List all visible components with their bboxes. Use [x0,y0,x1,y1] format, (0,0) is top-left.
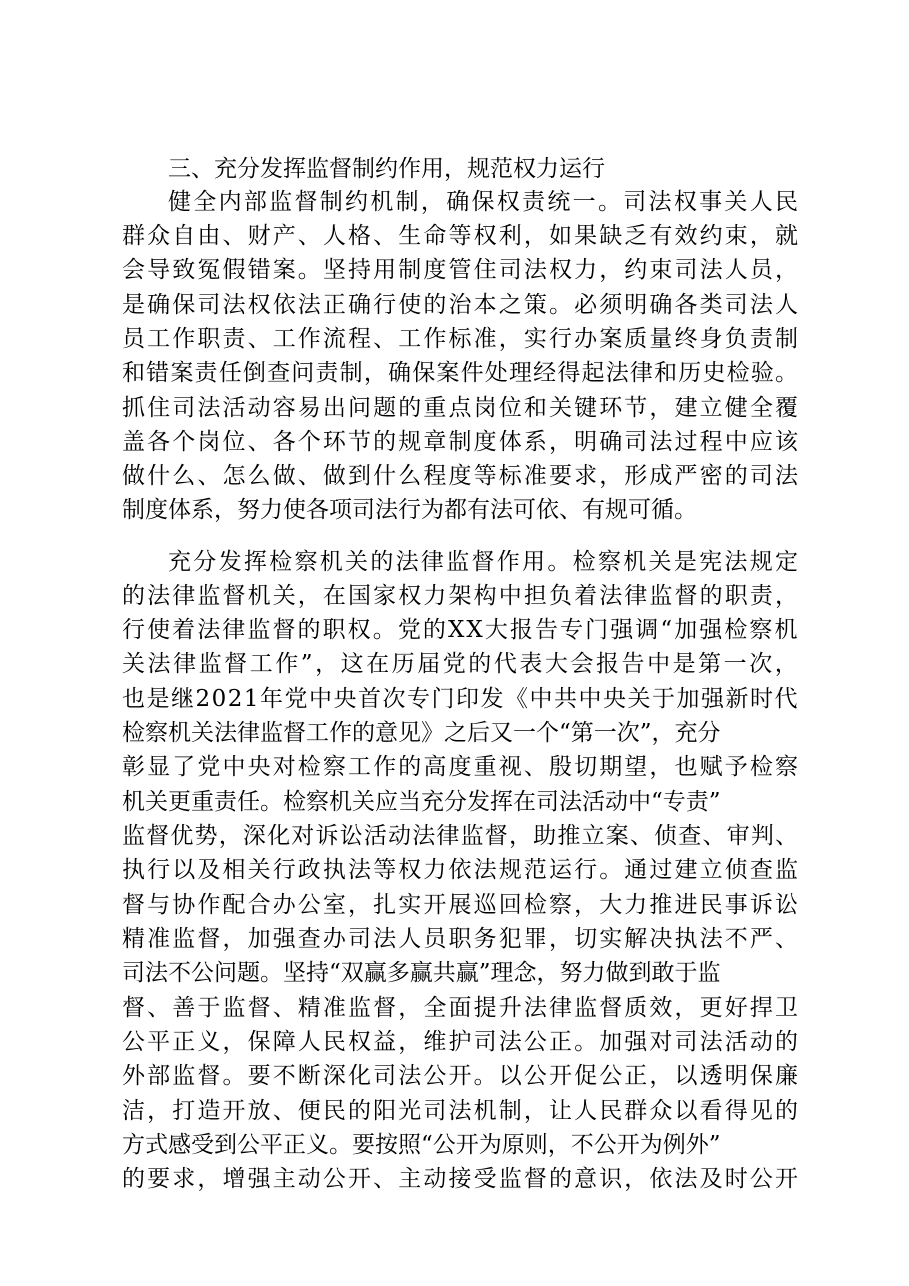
paragraph-line: 和错案责任倒查问责制，确保案件处理经得起法律和历史检验。 [122,360,800,386]
paragraph-line: 行使着法律监督的职权。党的XX大报告专门强调“加强检察机 [122,617,800,643]
paragraph-line: 盖各个岗位、各个环节的规章制度体系，明确司法过程中应该 [122,429,801,455]
paragraph-line: 外部监督。要不断深化司法公开。以公开促公正，以透明保廉 [122,1063,801,1089]
paragraph-line: 会导致冤假错案。坚持用制度管住司法权力，约束司法人员， [122,257,801,283]
paragraph-line: 做什么、怎么做、做到什么程度等标准要求，形成严密的司法 [122,463,801,489]
paragraph-line: 健全内部监督制约机制，确保权责统一。司法权事关人民 [168,189,801,215]
paragraph-line: 制度体系，努力使各项司法行为都有法可依、有规可循。 [122,497,697,523]
paragraph-line: 的法律监督机关，在国家权力架构中担负着法律监督的职责， [122,583,801,609]
paragraph-line: 抓住司法活动容易出问题的重点岗位和关键环节，建立健全覆 [122,395,801,421]
paragraph-line: 督与协作配合办公室，扎实开展巡回检察，大力推进民事诉讼 [122,892,801,918]
paragraph-line: 的要求，增强主动公开、主动接受监督的意识，依法及时公开 [122,1166,801,1192]
paragraph-line: 员工作职责、工作流程、工作标准，实行办案质量终身负责制 [122,326,801,352]
paragraph-line: 彰显了党中央对检察工作的高度重视、殷切期望，也赋予检察 [122,754,801,780]
paragraph-line: 执行以及相关行政执法等权力依法规范运行。通过建立侦查监 [122,857,801,883]
paragraph-line: 是确保司法权依法正确行使的治本之策。必须明确各类司法人 [122,292,801,318]
paragraph-line: 机关更重责任。检察机关应当充分发挥在司法活动中“专责” [122,789,721,815]
paragraph-line: 充分发挥检察机关的法律监督作用。检察机关是宪法规定 [168,549,801,575]
section-heading: 三、充分发挥监督制约作用，规范权力运行 [168,156,605,182]
paragraph-line: 检察机关法律监督工作的意见》之后又一个“第一次”，充分 [122,720,721,746]
paragraph-line: 公平正义，保障人民权益，维护司法公正。加强对司法活动的 [122,1029,801,1055]
paragraph-line: 方式感受到公平正义。要按照“公开为原则，不公开为例外” [122,1132,721,1158]
paragraph-line: 精准监督，加强查办司法人员职务犯罪，切实解决执法不严、 [122,926,801,952]
paragraph-line: 督、善于监督、精准监督，全面提升法律监督质效，更好捍卫 [122,995,801,1021]
paragraph-line: 群众自由、财产、人格、生命等权利，如果缺乏有效约束，就 [122,223,801,249]
paragraph-line: 也是继2021年党中央首次专门印发《中共中央关于加强新时代 [122,686,800,712]
paragraph-line: 监督优势，深化对诉讼活动法律监督，助推立案、侦查、审判、 [122,823,800,849]
paragraph-line: 司法不公问题。坚持“双赢多赢共赢”理念，努力做到敢于监 [122,960,721,986]
paragraph-line: 洁，打造开放、便民的阳光司法机制，让人民群众以看得见的 [122,1098,801,1124]
paragraph-line: 关法律监督工作”，这在历届党的代表大会报告中是第一次， [122,651,801,677]
